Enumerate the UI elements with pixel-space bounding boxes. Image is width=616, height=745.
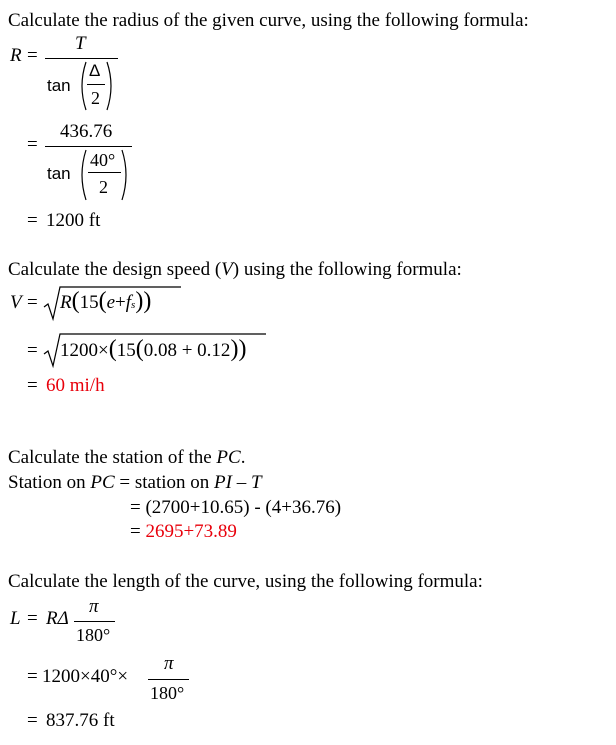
delta-fraction-bar	[87, 84, 105, 85]
station-eq-sign: =	[130, 521, 141, 542]
length-result: 837.76 ft	[46, 710, 115, 731]
speed-lhs: V	[10, 292, 22, 313]
sub-1200: 1200	[60, 340, 98, 361]
pi-denominator-2: 180°	[150, 683, 185, 703]
right-paren-2	[119, 149, 131, 201]
speed-formula	[60, 290, 151, 316]
sub-times: ×	[98, 340, 109, 361]
length-rhs: RΔ	[46, 608, 69, 629]
speed-result: 60 mi/h	[46, 375, 105, 396]
sub-inner: 0.08 + 0.12	[143, 340, 231, 361]
radius-eq-sign-3: =	[27, 210, 38, 231]
length-times-2: ×	[117, 666, 129, 687]
right-paren	[104, 61, 116, 111]
angle-value: 40°	[90, 150, 116, 170]
length-eq-sign: =	[27, 608, 38, 629]
speed-substituted	[60, 338, 246, 362]
speed-intro	[8, 259, 462, 281]
length-lhs: L	[10, 608, 21, 629]
angle-fraction-bar	[88, 172, 121, 173]
length-eq-sign-3: =	[27, 710, 38, 731]
paren-close-2: )	[135, 288, 144, 314]
left-paren	[77, 61, 89, 111]
tan-label: tan	[47, 76, 71, 95]
radius-lhs: R	[10, 45, 22, 66]
speed-intro-a: Calculate the design speed (	[8, 259, 222, 280]
length-substituted	[42, 666, 128, 688]
formula-r: R	[60, 292, 72, 313]
length-intro: Calculate the length of the curve, using the following formula:	[8, 571, 483, 592]
formula-15: 15	[79, 292, 99, 313]
radius-result: 1200 ft	[46, 210, 101, 231]
station-line-a: Station on	[8, 472, 91, 493]
radius-fraction-bar	[45, 58, 118, 59]
formula-s: s	[131, 299, 136, 311]
paren-open-2: (	[98, 288, 107, 314]
pi-fraction-bar-2	[148, 679, 189, 680]
formula-e: e	[106, 292, 116, 313]
length-eq-sign-2: =	[27, 666, 38, 687]
station-line-pi: PI	[214, 472, 232, 493]
station-result-line	[130, 521, 237, 543]
sub-paren-open-1: (	[108, 336, 117, 362]
delta-denominator: 2	[91, 88, 100, 108]
radius-intro: Calculate the radius of the given curve, using the following formula:	[8, 10, 529, 31]
sub-paren-close-2: )	[230, 336, 239, 362]
radius-eq-sign: =	[27, 45, 38, 66]
station-result: 2695+73.89	[145, 521, 237, 542]
speed-eq-sign-2: =	[27, 340, 38, 361]
station-intro-a: Calculate the station of the	[8, 447, 217, 468]
paren-open-1: (	[71, 288, 80, 314]
length-times-1: ×	[80, 666, 91, 687]
station-substituted: = (2700+10.65) - (4+36.76)	[130, 497, 342, 518]
tangent-length: 436.76	[60, 121, 113, 142]
radius-numerator: T	[75, 33, 86, 54]
formula-plus: +	[115, 292, 126, 313]
length-1200: 1200	[42, 666, 80, 687]
station-intro-pc: PC	[216, 447, 241, 468]
radius-fraction-bar-2	[45, 146, 132, 147]
speed-eq-sign: =	[27, 292, 38, 313]
formula-f: f	[125, 292, 132, 313]
station-line	[8, 472, 262, 494]
speed-intro-b: ) using the following formula:	[232, 259, 462, 280]
length-40: 40°	[90, 666, 118, 687]
paren-close-1: )	[143, 288, 152, 314]
station-intro-b: .	[240, 447, 246, 468]
station-line-c: –	[231, 472, 251, 493]
tan-label-2: tan	[47, 164, 71, 183]
delta-symbol: Δ	[89, 61, 101, 80]
station-line-t: T	[250, 472, 262, 493]
pi-fraction-bar	[74, 621, 115, 622]
sub-paren-open-2: (	[135, 336, 144, 362]
angle-denominator: 2	[99, 177, 108, 197]
station-line-pc: PC	[90, 472, 115, 493]
speed-eq-sign-3: =	[27, 375, 38, 396]
pi-denominator: 180°	[76, 625, 111, 645]
pi-numerator-2: π	[164, 653, 174, 674]
sub-15: 15	[116, 340, 136, 361]
pi-numerator: π	[89, 596, 99, 617]
left-paren-2	[77, 149, 89, 201]
station-line-b: = station on	[114, 472, 215, 493]
radius-eq-sign-2: =	[27, 134, 38, 155]
speed-intro-v: V	[221, 259, 233, 280]
sub-paren-close-1: )	[238, 336, 247, 362]
station-intro	[8, 447, 245, 469]
